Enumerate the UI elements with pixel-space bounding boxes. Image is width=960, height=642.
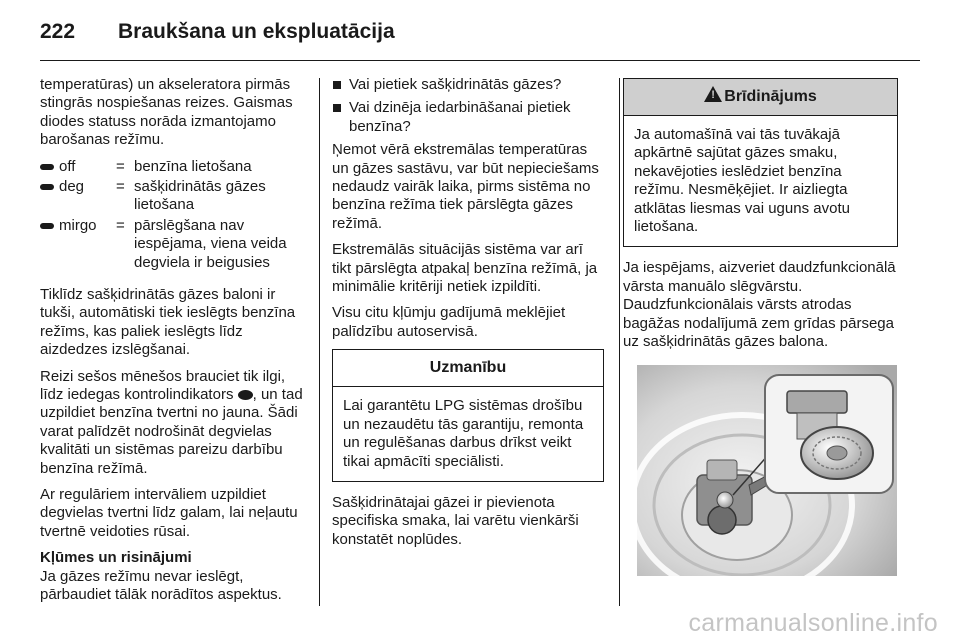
- status-key: deg: [59, 178, 85, 196]
- status-value: pārslēgšana nav iespējama, viena veida degviela ir beigusies: [134, 216, 287, 271]
- valve-illustration: [637, 365, 897, 576]
- led-status-table: [40, 158, 305, 272]
- status-row-deg: [40, 178, 305, 215]
- warning-body: Ja automašīnā vai tās tuvākajā apkārtnē sajūtat gāzes smaku, nekavējoties ieslēdziet benzīna režīmu. Nesmēķējiet. Ir aizliegta atklātas liesmas vai uguns avotu lietošana.: [634, 126, 850, 236]
- status-value: benzīna lietošana: [134, 157, 252, 175]
- bullet-square-icon: [333, 104, 341, 112]
- page-header: [40, 16, 920, 61]
- status-key: off: [59, 157, 76, 175]
- status-row-mirgo: [40, 217, 305, 272]
- status-key: mirgo: [59, 216, 97, 234]
- checklist-item: [332, 99, 604, 136]
- column-2: [332, 76, 604, 557]
- column-3: [623, 76, 898, 359]
- intro-paragraph: temperatūras) un akseleratora pirmās stingrās nospiešanas reizes. Gaismas diodes statuss norāda izmantojamo barošanas režīmu.: [40, 76, 293, 149]
- valve-illustration-svg: [637, 365, 897, 576]
- warning-title: Brīdinājums: [724, 88, 817, 105]
- paragraph-extreme-temp: Ņemot vērā ekstremālas temperatūras un gāzes sastāvu, var būt nepieciešams nedaudz vairāk laika, pirms sistēma no benzīna režīma tiek pārslēgta gāzes režīmā.: [332, 141, 599, 232]
- column-1: [40, 76, 305, 613]
- paragraph-valve: Ja iespējams, aizveriet daudzfunkcionālā vārsta manuālo slēgvārstu. Daudzfunkcionālais vārsts atrodas bagāžas nodalījumā zem grīdas pārsega uz sašķidrinātās gāzes balona.: [623, 259, 896, 351]
- checklist-text: Vai dzinēja iedarbināšanai pietiek benzīna?: [349, 99, 571, 135]
- status-equals: =: [116, 157, 125, 175]
- notice-box: [332, 349, 604, 482]
- warning-header: [624, 79, 897, 116]
- column-divider: [619, 78, 620, 606]
- led-indicator-icon: [40, 164, 54, 170]
- column-divider: [319, 78, 320, 606]
- status-value: sašķidrinātās gāzes lietošana: [134, 178, 266, 214]
- bullet-square-icon: [333, 81, 341, 89]
- section-heading: Kļūmes un risinājumi: [40, 549, 192, 567]
- watermark: carmanualsonline.info: [688, 609, 938, 637]
- paragraph-empty-tanks: Tiklīdz sašķidrinātās gāzes baloni ir tukši, automātiski tiek ieslēgts benzīna režīms, kas paliek ieslēgts līdz aizdedzes izslēgšanai.: [40, 286, 296, 359]
- fuel-indicator-icon: [238, 390, 253, 400]
- status-equals: =: [116, 216, 125, 234]
- led-indicator-icon: [40, 223, 54, 229]
- page-number: 222: [40, 20, 76, 43]
- paragraph-service: Visu citu kļūmju gadījumā meklējiet palīdzību autoservisā.: [332, 304, 566, 340]
- status-row-off: [40, 158, 305, 176]
- paragraph-regular-refill: Ar regulāriem intervāliem uzpildiet degvielas tvertni līdz galam, lai neļautu tvertnē veidoties rūsai.: [40, 486, 298, 540]
- paragraph-troubleshoot: Ja gāzes režīmu nevar ieslēgt, pārbaudiet tālāk norādītos aspektus.: [40, 567, 282, 604]
- paragraph-six-months: [40, 368, 305, 478]
- notice-body: Lai garantētu LPG sistēmas drošību un nezaudētu tās garantiju, remonta un regulēšanas darbus drīkst veikt tikai apmācīti speciālisti.: [343, 397, 584, 470]
- status-equals: =: [116, 178, 125, 196]
- warning-triangle-icon: [704, 86, 722, 102]
- notice-title: Uzmanību: [333, 350, 603, 387]
- led-indicator-icon: [40, 184, 54, 190]
- text-before-indicator: Reizi sešos mēnešos brauciet tik ilgi, līdz iedegas kontrolindikators: [40, 367, 286, 404]
- warning-box: [623, 78, 898, 247]
- checklist-item: [332, 76, 604, 94]
- checklist-text: Vai pietiek sašķidrinātās gāzes?: [349, 76, 562, 93]
- page-title: Braukšana un ekspluatācija: [118, 20, 395, 43]
- paragraph-extreme-situations: Ekstremālās situācijās sistēma var arī tikt pārslēgta atpakaļ benzīna režīmā, ja minimālie kritēriji netiek izpildīti.: [332, 241, 598, 296]
- paragraph-odor: Sašķidrinātajai gāzei ir pievienota specifiska smaka, lai varētu vienkārši konstatēt noplūdes.: [332, 493, 579, 548]
- text-after-indicator: , un tad uzpildiet benzīna tvertni no jauna. Šādi varat palīdzēt nodrošināt degvielas kvalitāti un sistēmas pareizu darbību benzīna režīmā.: [40, 386, 303, 477]
